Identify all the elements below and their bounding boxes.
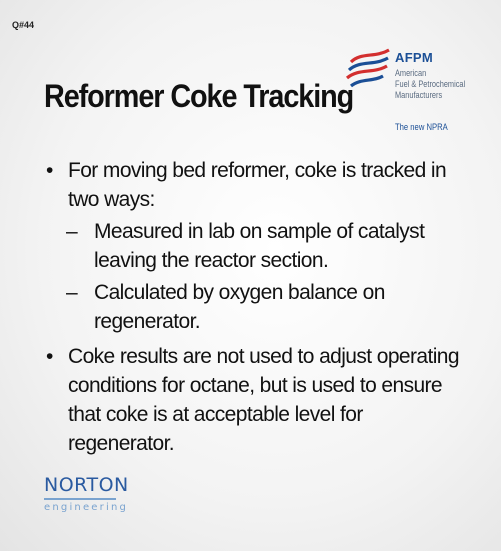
afpm-logo (345, 44, 485, 139)
sub-bullet-2-text: Calculated by oxygen balance on regenerator. (94, 281, 385, 333)
bullet-1-text: For moving bed reformer, coke is tracked in two ways: (68, 159, 447, 211)
bullet-1 (44, 156, 464, 214)
afpm-line2: Fuel & Petrochemical (395, 79, 466, 89)
afpm-name: AFPM (395, 50, 434, 65)
sub-bullet-1-text: Measured in lab on sample of catalyst leaving the reactor section. (94, 220, 425, 272)
afpm-tagline: The new NPRA (395, 122, 448, 132)
afpm-flag-icon (345, 48, 391, 92)
norton-subtitle: engineering (44, 502, 129, 513)
dash-marker: – (66, 220, 78, 243)
sub-bullet-1 (44, 217, 464, 275)
bullet-marker: • (46, 159, 53, 182)
question-id: Q#44 (12, 20, 35, 30)
norton-logo (44, 474, 129, 513)
bullet-2 (44, 342, 464, 458)
dash-marker: – (66, 281, 78, 304)
bullet-marker: • (46, 345, 53, 368)
bullet-2-text: Coke results are not used to adjust operating conditions for octane, but is used to ensure that coke is at acceptable level for regenerator. (68, 345, 459, 455)
afpm-line1: American (395, 68, 427, 78)
afpm-fullname (395, 68, 477, 101)
norton-name: NORTON (44, 474, 129, 496)
slide-body (44, 156, 464, 458)
norton-divider (44, 498, 116, 500)
sub-bullet-2 (44, 278, 464, 336)
afpm-line3: Manufacturers (395, 90, 443, 100)
slide-title: Reformer Coke Tracking (44, 78, 354, 114)
